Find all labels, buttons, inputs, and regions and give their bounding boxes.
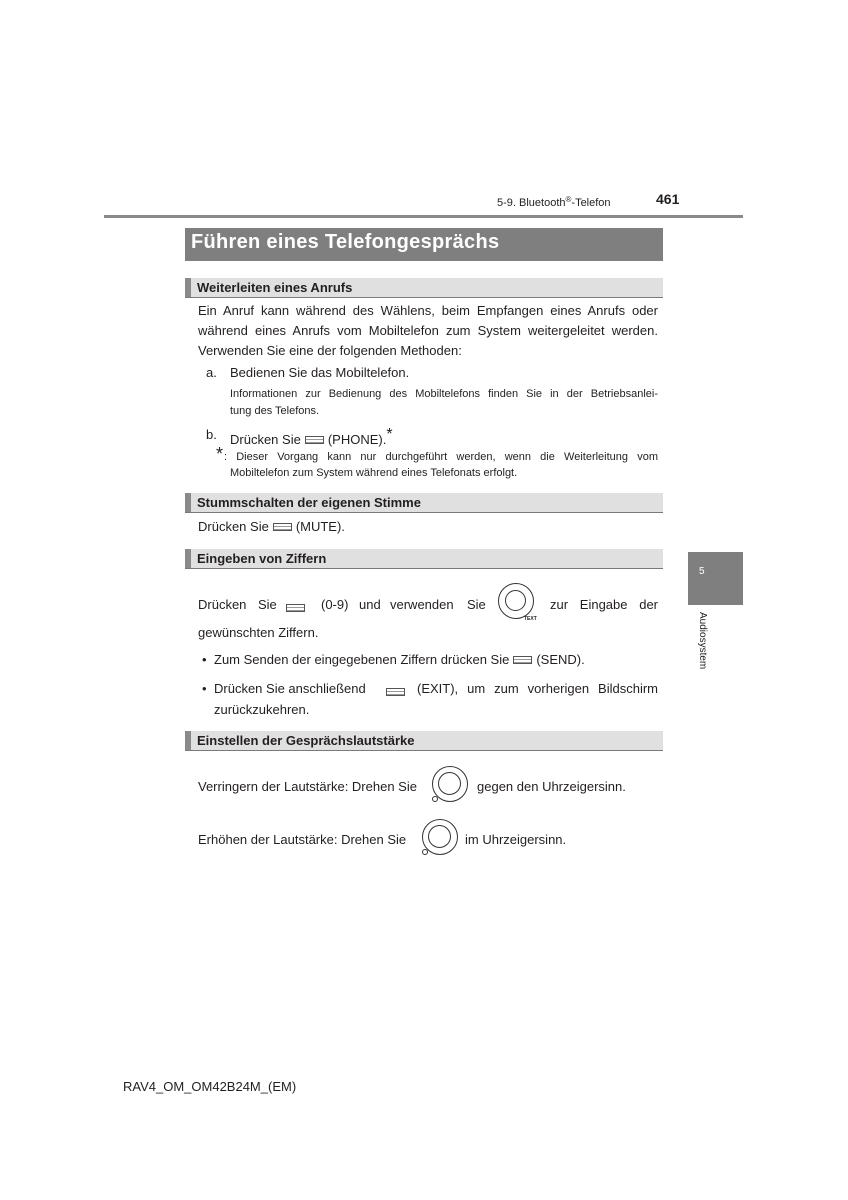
- digits-label-0-9: (0-9): [321, 597, 349, 612]
- chapter-label: Audiosystem: [697, 612, 708, 670]
- option-a-text: Bedienen Sie das Mobiltelefon.: [230, 365, 410, 380]
- forward-intro-line-3: Verwenden Sie eine der folgenden Methoden:: [198, 343, 462, 358]
- bullet-2-text-post: (EXIT), um zum vorherigen Bildschirm: [417, 681, 658, 696]
- document-footer: RAV4_OM_OM42B24M_(EM): [123, 1079, 297, 1094]
- mute-text-pre: Drücken Sie: [198, 519, 269, 534]
- mute-button-icon: [273, 523, 292, 531]
- digits-word-sie-2: Sie: [467, 597, 486, 612]
- send-button-icon: [513, 656, 532, 664]
- footnote-asterisk: *: [386, 426, 393, 443]
- header-rule: [104, 215, 743, 218]
- mute-text-post: (MUTE).: [295, 519, 345, 534]
- section-heading-digits: [185, 549, 663, 569]
- digits-word-und: und: [359, 597, 381, 612]
- registered-mark: ®: [565, 195, 572, 204]
- bullet-1-text-post: (SEND).: [536, 652, 585, 667]
- section-heading-label: Weiterleiten eines Anrufs: [197, 280, 353, 295]
- page-number: 461: [656, 191, 680, 207]
- bullet-2-text-pre: Drücken Sie anschließend: [214, 681, 366, 696]
- page-title: Führen eines Telefongesprächs: [191, 231, 500, 253]
- page-title-bar: [185, 228, 663, 261]
- header-section-prefix: 5-9. Bluetooth: [497, 197, 566, 209]
- forward-intro-line-2: während eines Anrufs vom Mobiltelefon zum System weitergeleitet werden.: [198, 323, 658, 338]
- volume-increase-post: im Uhrzeigersinn.: [465, 832, 567, 847]
- volume-decrease-post: gegen den Uhrzeigersinn.: [477, 779, 626, 794]
- bullet-dot-1: •: [202, 652, 207, 667]
- digits-word-sie-1: Sie: [258, 597, 277, 612]
- header-section-suffix: -Telefon: [571, 197, 611, 209]
- section-heading-volume: [185, 731, 663, 751]
- digits-word-verwenden: verwenden: [390, 597, 454, 612]
- exit-button-icon-wrap: [386, 684, 405, 702]
- mute-instruction: [198, 517, 345, 537]
- forward-intro-line-1: Ein Anruf kann während des Wählens, beim Empfangen eines Anrufs oder: [198, 303, 658, 318]
- volume-knob-dot: [432, 796, 438, 802]
- digits-word-druecken: Drücken: [198, 597, 247, 612]
- footnote-line-2: Mobiltelefon zum System während eines Telefonats erfolgt.: [230, 467, 518, 479]
- bullet-1-text-pre: Zum Senden der eingegebenen Ziffern drücken Sie: [214, 652, 510, 667]
- volume-increase-pre: Erhöhen der Lautstärke: Drehen Sie: [198, 832, 407, 847]
- chapter-number: 5: [699, 566, 705, 577]
- digits-bullet-1: [214, 650, 585, 670]
- option-b-text-pre: Drücken Sie: [230, 432, 301, 447]
- option-a-note-line-2: tung des Telefons.: [230, 405, 320, 417]
- option-a-note-line-1: Informationen zur Bedienung des Mobiltelefons finden Sie in der Betriebsanlei-: [230, 388, 658, 400]
- section-heading-mute: [185, 493, 663, 513]
- section-heading-forward: [185, 278, 663, 298]
- section-heading-label: Eingeben von Ziffern: [197, 551, 327, 566]
- footnote-line-1: : Dieser Vorgang kann nur durchgeführt werden, wenn die Weiterleitung vom: [224, 451, 658, 463]
- option-b-text-post: (PHONE).: [327, 432, 387, 447]
- volume-knob-dot: [422, 849, 428, 855]
- digits-line-2: gewünschten Ziffern.: [198, 625, 319, 640]
- exit-button-icon: [386, 688, 405, 696]
- footnote-marker: *: [216, 444, 224, 464]
- digits-button-icon: [286, 604, 305, 612]
- option-b-line: [230, 425, 393, 450]
- digits-after-knob: zur Eingabe der: [550, 597, 658, 612]
- section-heading-label: Stummschalten der eigenen Stimme: [197, 495, 421, 510]
- chapter-tab: [688, 552, 743, 605]
- digits-button-icon-wrap: [286, 600, 305, 618]
- bullet-dot-2: •: [202, 681, 207, 696]
- section-heading-label: Einstellen der Gesprächslautstärke: [197, 733, 415, 748]
- tune-knob-label: TEXT: [524, 616, 537, 622]
- volume-decrease-pre: Verringern der Lautstärke: Drehen Sie: [198, 779, 417, 794]
- phone-button-icon: [305, 436, 324, 444]
- option-b-marker: b.: [206, 427, 217, 442]
- bullet-2-line-2: zurückzukehren.: [214, 702, 310, 717]
- tune-knob-icon: [498, 583, 534, 619]
- option-a-marker: a.: [206, 365, 217, 380]
- running-header: [497, 195, 611, 209]
